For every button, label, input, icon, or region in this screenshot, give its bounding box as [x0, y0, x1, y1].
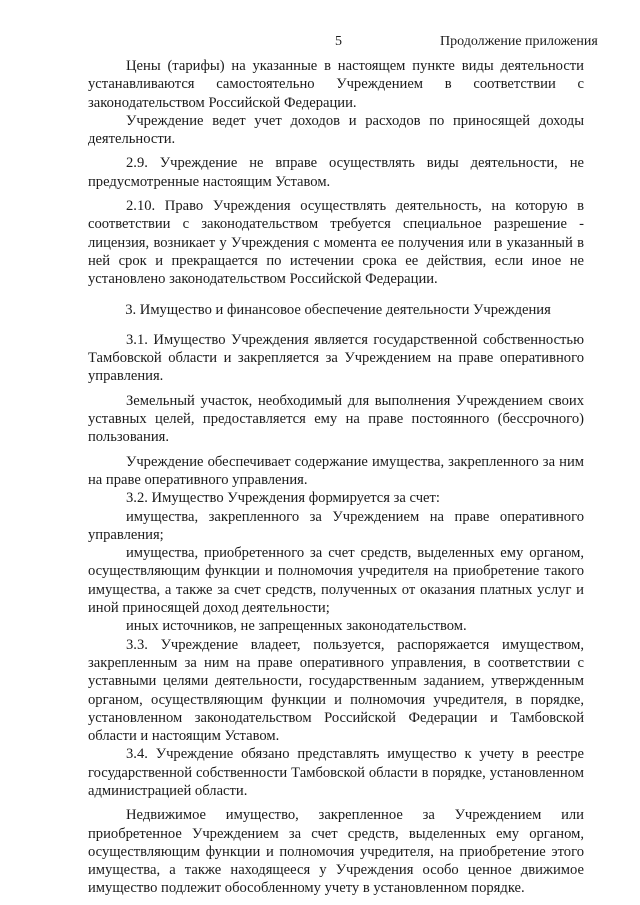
section-heading: 3. Имущество и финансовое обеспечение деятельности Учреждения [125, 301, 551, 318]
paragraph-3-3: 3.3. Учреждение владеет, пользуется, распоряжается имуществом, закрепленным за ним на праве оперативного управления, в соответствии с уставными целями деятельности, государственным заданием, утвержденным органом, осуществляющим функции и полномочия учредителя, в порядке, установленном законодательством Российской Федерации и Тамбовской области и настоящим Уставом. [88, 636, 584, 745]
paragraph-2-10: 2.10. Право Учреждения осуществлять деятельность, на которую в соответствии с законодательством требуется специальное разрешение - лицензия, возникает у Учреждения с момента ее получения или в указанный в ней срок и прекращается по истечении срока ее действия, если иное не установлено законодательством Российской Федерации. [88, 198, 584, 288]
paragraph-real-estate: Недвижимое имущество, закрепленное за Учреждением или приобретенное Учреждением за счет средств, выделенных ему органом, осуществляющим функции и полномочия учредителя, на приобретение этого имущества, а также находящееся у Учреждения особо ценное движимое имущество подлежит обособленному учету в установленном порядке. [88, 807, 584, 897]
paragraph-land-plot: Земельный участок, необходимый для выполнения Учреждением своих уставных целей, предоставляется ему на праве постоянного (бессрочного) пользования. [88, 392, 584, 446]
paragraph-3-4: 3.4. Учреждение обязано представлять имущество к учету в реестре государственной собственности Тамбовской области в порядке, установленном администрацией области. [88, 746, 584, 799]
list-item-assigned-property: имущества, закрепленного за Учреждением на праве оперативного управления; [88, 508, 584, 543]
list-item-other-sources: иных источников, не запрещенных законодательством. [126, 618, 467, 635]
paragraph-3-2: 3.2. Имущество Учреждения формируется за счет: [126, 490, 440, 507]
paragraph-maintenance: Учреждение обеспечивает содержание имущества, закрепленного за ним на праве оперативного управления. [88, 453, 584, 488]
paragraph-tariffs: Цены (тарифы) на указанные в настоящем пункте виды деятельности устанавливаются самостоятельно Учреждением в соответствии с законодательством Российской Федерации. [88, 58, 584, 111]
list-item-acquired-property: имущества, приобретенного за счет средств, выделенных ему органом, осуществляющим функции и полномочия учредителя на приобретение такого имущества, а также за счет средств, полученных от оказания платных услуг и иной приносящей доход деятельности; [88, 545, 584, 617]
paragraph-3-1: 3.1. Имущество Учреждения является государственной собственностью Тамбовской области и закрепляется за Учреждением на праве оперативного управления. [88, 331, 584, 385]
page-number: 5 [335, 34, 342, 49]
document-body [88, 57, 584, 898]
paragraph-2-9: 2.9. Учреждение не вправе осуществлять виды деятельности, не предусмотренные настоящим Уставом. [88, 155, 584, 190]
paragraph-income-accounting: Учреждение ведет учет доходов и расходов по приносящей доходы деятельности. [88, 112, 584, 148]
continuation-label: Продолжение приложения [440, 34, 598, 49]
